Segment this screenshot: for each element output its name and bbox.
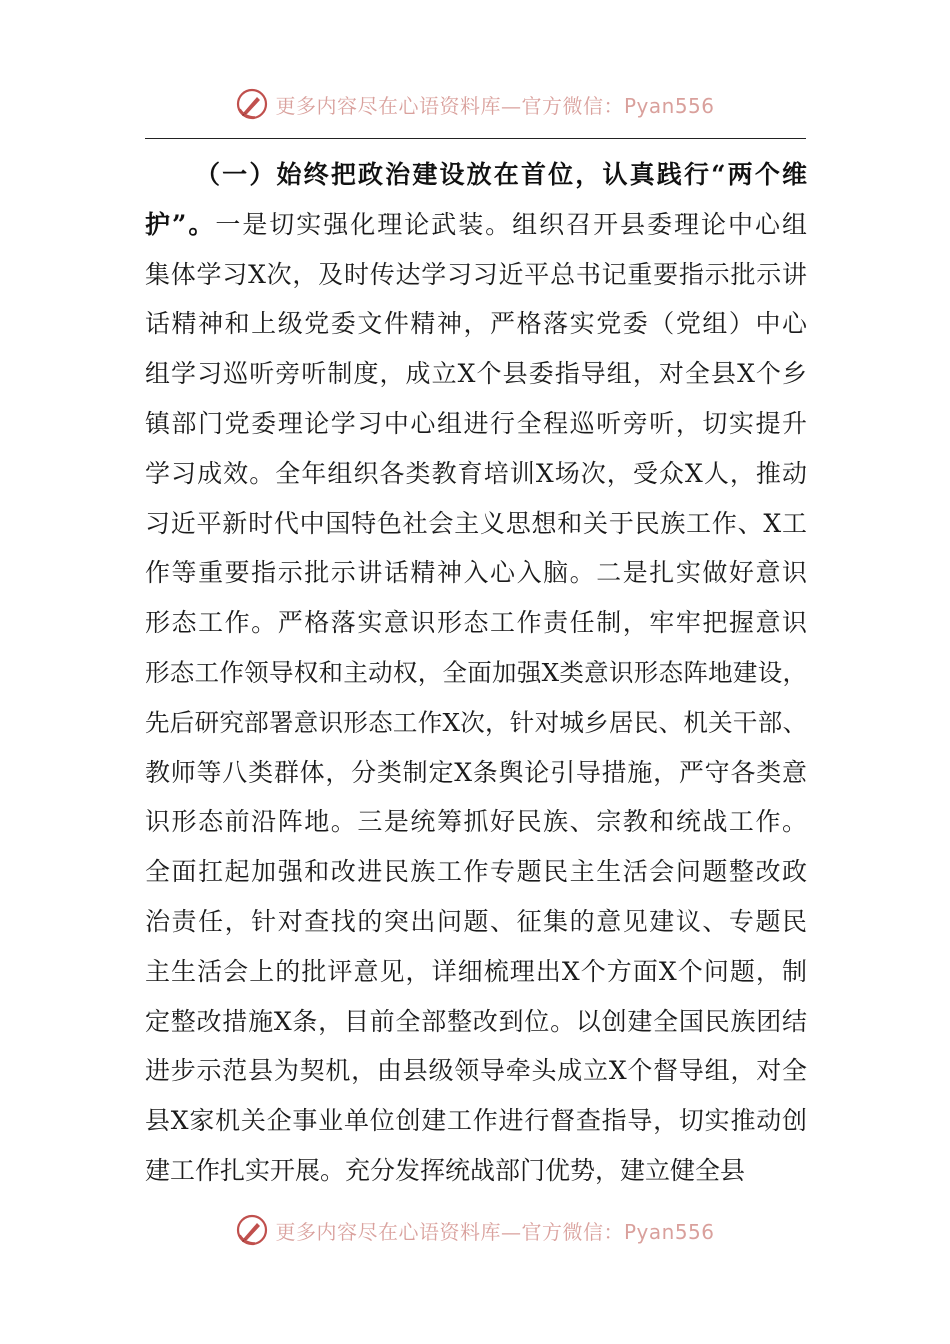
banner-wechat-id: Pyan556 <box>623 93 715 118</box>
body-line: 护”。一是切实强化理论武装。组织召开县委理论中心组 <box>145 209 807 239</box>
body-line: 全面扛起加强和改进民族工作专题民主生活会问题整改政 <box>145 857 807 887</box>
pen-logo-icon <box>235 87 269 121</box>
body-line: 镇部门党委理论学习中心组进行全程巡听旁听，切实提升 <box>145 408 807 438</box>
banner-text: 更多内容尽在心语资料库—官方微信：Pyan556 <box>275 1219 715 1244</box>
body-line: 主生活会上的批评意见，详细梳理出X个方面X个问题，制 <box>145 956 807 986</box>
body-line: 学习成效。全年组织各类教育培训X场次，受众X人，推动 <box>145 458 807 488</box>
body-line: 话精神和上级党委文件精神，严格落实党委（党组）中心 <box>145 309 807 339</box>
body-line: 集体学习X次，及时传达学习习近平总书记重要指示批示讲 <box>145 259 807 289</box>
body-line: 形态工作。严格落实意识形态工作责任制，牢牢把握意识 <box>145 608 807 638</box>
body-line <box>145 150 807 200</box>
body-line: 形态工作领导权和主动权，全面加强X类意识形态阵地建设， <box>145 657 807 687</box>
section-heading: （一）始终把政治建设放在首位，认真践行“两个维 <box>195 160 807 189</box>
body-line: 治责任，针对查找的突出问题、征集的意见建议、专题民 <box>145 906 807 936</box>
body-line: 进步示范县为契机，由县级领导牵头成立X个督导组，对全 <box>145 1056 807 1086</box>
section-heading-cont: 护”。 <box>145 209 216 239</box>
body-line: 建工作扎实开展。充分发挥统战部门优势，建立健全县 <box>145 1155 746 1185</box>
body-line: 识形态前沿阵地。三是统筹抓好民族、宗教和统战工作。 <box>145 807 807 837</box>
body-line: 组学习巡听旁听制度，成立X个县委指导组，对全县X个乡 <box>145 359 807 389</box>
body-line: 习近平新时代中国特色社会主义思想和关于民族工作、X工 <box>145 508 807 538</box>
banner-text: 更多内容尽在心语资料库—官方微信：Pyan556 <box>275 93 715 118</box>
body-line: 作等重要指示批示讲话精神入心入脑。二是扎实做好意识 <box>145 558 807 588</box>
body-line: 定整改措施X条，目前全部整改到位。以创建全国民族团结 <box>145 1006 807 1036</box>
footer-banner <box>0 1210 950 1250</box>
pen-logo-icon <box>235 1213 269 1247</box>
body-line: 教师等八类群体，分类制定X条舆论引导措施，严守各类意 <box>145 757 807 787</box>
header-divider <box>145 138 806 139</box>
header-banner <box>0 84 950 124</box>
document-body <box>145 150 807 1196</box>
body-line: 先后研究部署意识形态工作X次，针对城乡居民、机关干部、 <box>145 707 807 737</box>
banner-wechat-id: Pyan556 <box>623 1219 715 1244</box>
body-line: 县X家机关企事业单位创建工作进行督查指导，切实推动创 <box>145 1106 807 1136</box>
